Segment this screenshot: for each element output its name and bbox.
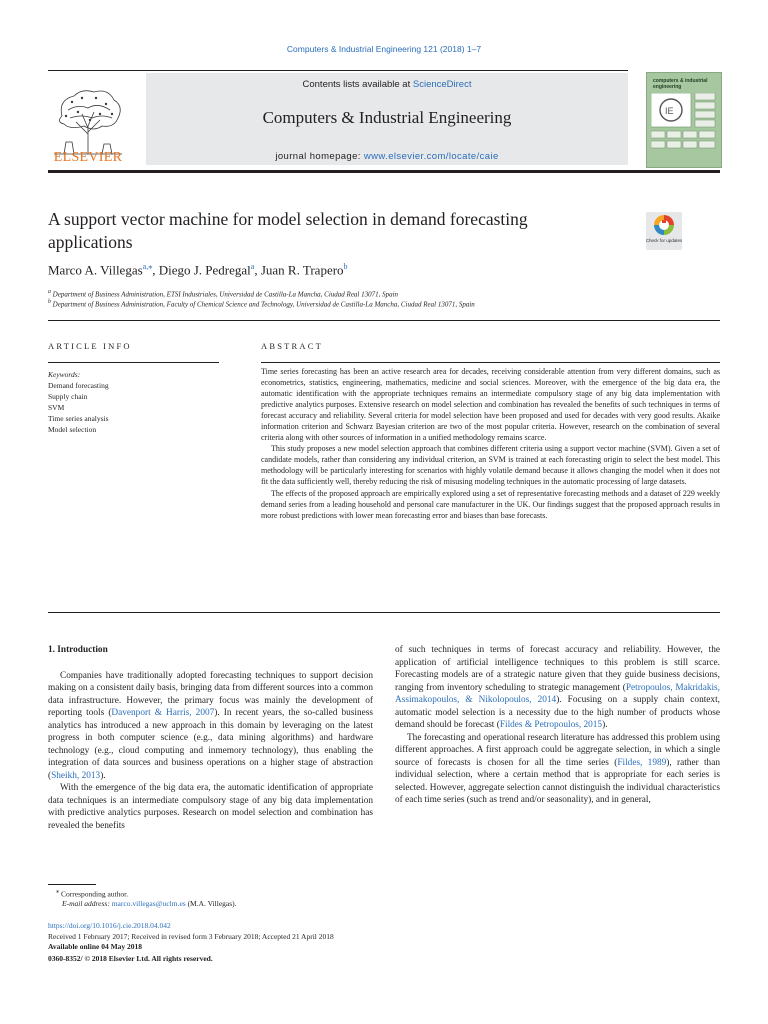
keyword-item: Demand forecasting <box>48 381 109 390</box>
citation-link[interactable]: Petropoulos, Makridakis, Assimakopoulos, & Nikolopoulos, 2014 <box>395 682 720 705</box>
body-paragraph: With the emergence of the big data era, the automatic identification of appropriate data techniques is an intermediate compulsory stage of any big data implementation with predictive analytics purposes. Research on model selection and combination has revealed the benefits <box>48 783 373 831</box>
body-paragraph <box>395 732 720 807</box>
body-text: ). <box>100 770 106 781</box>
homepage-prefix: journal homepage: <box>275 151 364 162</box>
author-affiliation-mark[interactable]: b <box>343 262 348 271</box>
footnote-rule <box>48 884 96 885</box>
email-owner: (M.A. Villegas). <box>185 899 237 908</box>
keyword-item: Supply chain <box>48 392 88 401</box>
citation-link[interactable]: Fildes & Petropoulos, 2015 <box>499 720 603 730</box>
footnote-mark: ⁎ <box>56 888 60 895</box>
citation-link[interactable]: Davenport & Harris, 2007 <box>111 708 215 718</box>
body-column-left <box>48 644 373 832</box>
affiliation-mark: a <box>48 289 51 295</box>
author-name: Juan R. Trapero <box>260 262 344 278</box>
abstract-end-rule <box>48 612 720 613</box>
contents-line <box>146 79 628 90</box>
cover-graphic <box>651 93 717 163</box>
body-paragraph <box>395 644 720 732</box>
svg-text:IE: IE <box>665 106 674 116</box>
journal-title: Computers & Industrial Engineering <box>262 108 512 127</box>
check-for-updates-icon[interactable] <box>646 212 682 250</box>
body-text: ), rather than individual selection, where a certain method that is appropriate for each series is selected. However, aggregate selection cannot distinguish the individual characteristics of each time series (such as trend and/or seasonality), and in general, <box>395 757 720 805</box>
citation-link[interactable]: Fildes, 1989 <box>617 757 667 768</box>
issn-copyright: 0360-8352/ © 2018 Elsevier Ltd. All rights reserved. <box>48 954 213 963</box>
keywords-label: Keywords: <box>48 370 81 379</box>
journal-citation[interactable] <box>0 44 768 54</box>
title-rule <box>48 320 720 321</box>
affiliation-text: Department of Business Administration, ETSI Industriales, Universidad de Castilla-La Mancha, Ciudad Real 13071, Spain <box>52 290 399 299</box>
article-info-heading: ARTICLE INFO <box>48 341 132 351</box>
body-text: ). Focusing on a supply chain context, automatic model selection is a necessity due to the high number of products whose demand should be forecast ( <box>395 695 720 730</box>
available-online: Available online 04 May 2018 <box>48 942 143 951</box>
body-text: The forecasting and operational research literature has addressed this problem using different approaches. A first approach could be aggregate selection, in which a single source of forecasts is chosen for all the time series ( <box>395 732 720 768</box>
abstract-paragraph: The effects of the proposed approach are empirically explored using a set of representative forecasting methods and a dataset of 229 weekly demand series from a leading household and personal care manufacturer in the UK. Our findings suggest that the proposed approach results in more robust predictions with lower mean forecasting error and biases than base forecasts. <box>261 488 720 520</box>
body-paragraph <box>48 670 373 783</box>
doi-link[interactable]: https://doi.org/10.1016/j.cie.2018.04.042 <box>48 921 171 930</box>
crossmark-label: Check for updates <box>646 238 682 243</box>
publisher-wordmark: ELSEVIER <box>53 150 123 165</box>
keyword-item: Time series analysis <box>48 414 109 423</box>
affiliation-text: Department of Business Administration, Faculty of Chemical Science and Technology, Universidad de Castilla-La Mancha, Ciudad Real 13071, Spain <box>52 300 475 309</box>
section-heading: 1. Introduction <box>48 645 108 655</box>
received-dates: Received 1 February 2017; Received in revised form 3 February 2018; Accepted 21 April 2018 <box>48 932 334 941</box>
abstract-paragraph: This study proposes a new model selection approach that combines different criteria using a support vector machine (SVM). Given a set of candidate models, rather than considering any individual criterion, an SVM is trained at each forecasting origin to select the best model. This methodology will be particularly interesting for scenarios with highly volatile demand because it allows changing the model when it does not fit the data sufficiently well, thereby reducing the risk of misusing modeling techniques in the automatic processing of large datasets. <box>261 444 720 487</box>
abstract-rule <box>261 362 720 363</box>
header-rule-top <box>48 70 628 71</box>
keyword-item: Model selection <box>48 425 97 434</box>
author-affiliation-mark[interactable]: a <box>250 262 255 271</box>
article-title: A support vector machine for model selection in demand forecasting applications <box>48 209 528 252</box>
body-text: of such techniques in terms of forecast accuracy and reliability. However, the application of artificial intelligence techniques to this problem is still scarce. Forecasting models are of a strategic nature given that they guide business decisions, ranging from inventory scheduling to strategic management ( <box>395 645 720 693</box>
affiliation-b <box>48 299 475 308</box>
cover-title: computers & industrial engineering <box>653 78 708 90</box>
author-separator: , <box>152 262 159 278</box>
body-text: ). <box>602 720 608 730</box>
journal-cover-thumbnail[interactable] <box>646 72 722 168</box>
article-info-rule <box>48 362 219 363</box>
corresponding-author-note <box>56 888 128 899</box>
body-text: Companies have traditionally adopted forecasting techniques to support decision making on a consistent daily basis, bringing data from different sources into a common data infrastructure. However, the primary focus was mainly the development of reporting tools ( <box>48 670 373 718</box>
affiliation-a <box>48 289 398 298</box>
affiliation-mark: b <box>48 299 51 305</box>
body-column-right <box>395 644 720 807</box>
contents-prefix: Contents lists available at <box>302 79 413 90</box>
author-list <box>48 262 348 278</box>
author-separator: , <box>254 262 261 278</box>
footnote-text: Corresponding author. <box>59 889 129 899</box>
sciencedirect-link[interactable]: ScienceDirect <box>412 79 472 90</box>
keywords-list <box>48 369 109 435</box>
author-name: Diego J. Pedregal <box>158 262 251 278</box>
keyword-item: SVM <box>48 403 65 412</box>
author-affiliation-mark[interactable]: a,⁎ <box>142 262 153 271</box>
abstract-body <box>261 366 720 521</box>
email-label: E-mail address: <box>62 899 110 908</box>
header-rule-bottom <box>48 170 720 173</box>
journal-homepage-line <box>146 151 628 162</box>
journal-citation-link[interactable]: Computers & Industrial Engineering 121 (2018) 1–7 <box>286 44 482 54</box>
email-link[interactable]: marco.villegas@uclm.es <box>111 899 186 908</box>
doi-line[interactable] <box>48 921 171 930</box>
journal-homepage-link[interactable]: www.elsevier.com/locate/caie <box>363 151 499 162</box>
author-name: Marco A. Villegas <box>48 262 143 278</box>
author-email-note <box>62 899 237 908</box>
body-text: ). In recent years, the so-called business analytics has introduced a new approach in this domain by leveraging on the latest progress in both computer science (e.g., data mining algorithms) and hardware technology (e.g., cloud computing and inmemory technology), thus enabling the integration of data sources and business operations on a higher stage of abstraction ( <box>48 708 373 781</box>
citation-link[interactable]: Sheikh, 2013 <box>51 770 101 781</box>
abstract-heading: ABSTRACT <box>261 341 323 351</box>
abstract-paragraph: Time series forecasting has been an active research area for decades, receiving considerable attention from very different domains, such as econometrics, statistics, engineering, mathematics, medicine and social sciences. Moreover, with the emergence of the big data era, the automatic identification with the appropriate techniques remains an intermediate compulsory stage of any big data implementation with predictive analytics purposes. Extensive research on model selection and combination has revealed the benefits of such techniques in terms of forecast accuracy and reliability. Several criteria for model selection have been proposed and used for decades with very good results. Akaike information criterion and Schwarz Bayesian criterion are two of the most popular criteria. However, research on the combination of several criteria along with other sources of information in a unified methodology remains scarce. <box>261 367 720 443</box>
